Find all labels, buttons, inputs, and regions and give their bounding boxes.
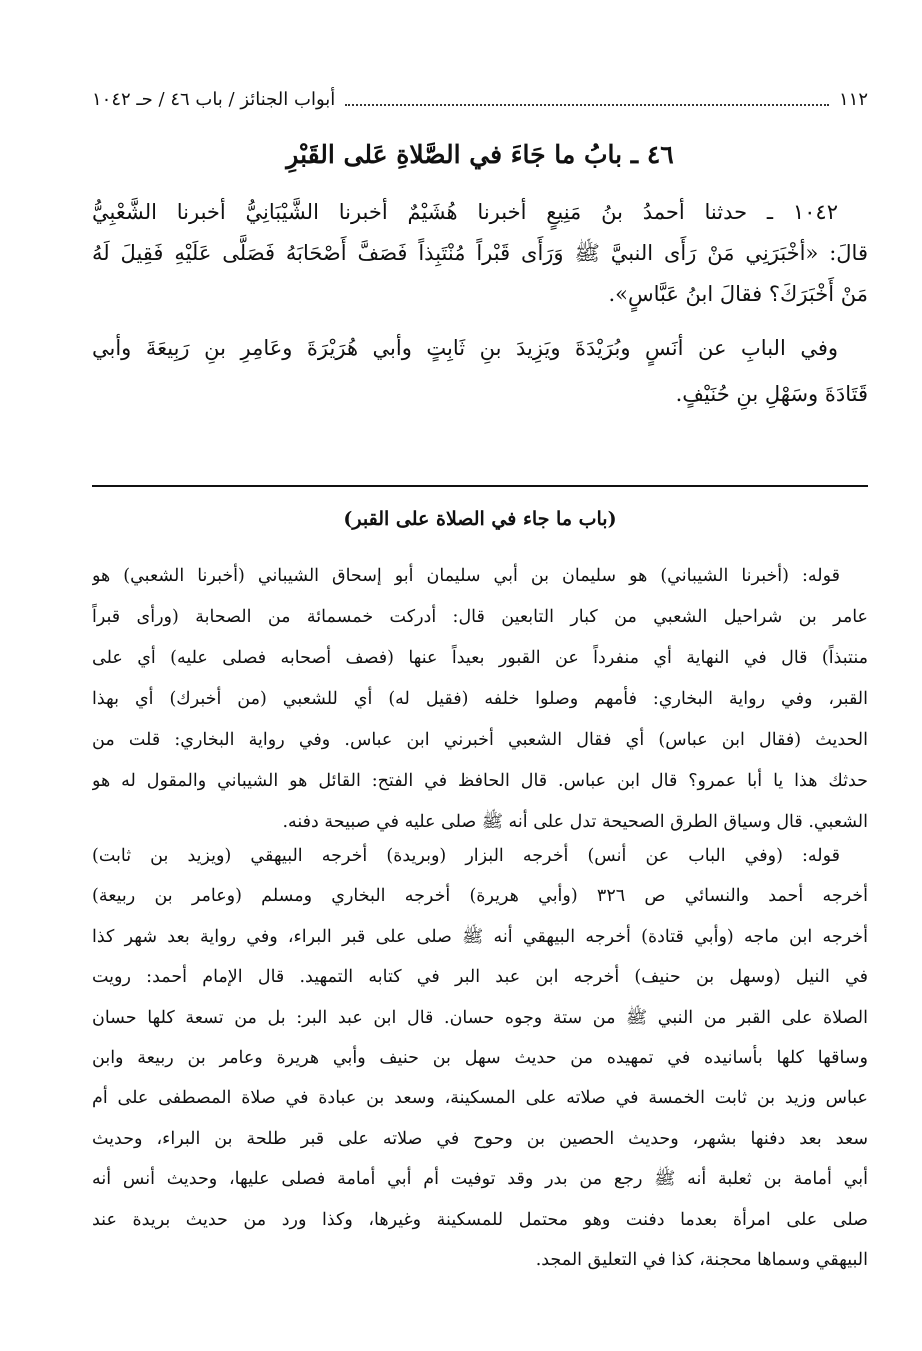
running-title: أبواب الجنائز / باب ٤٦ / حـ ١٠٤٢ <box>92 88 336 110</box>
commentary-line: منتبذاً) قال في النهاية أي منفرداً عن القبور بعيداً عنها (فصف أصحابه فصلى عليه) أي على <box>92 648 868 668</box>
commentary-line: قوله: (أخبرنا الشيباني) هو سليمان بن أبي سليمان أبو إسحاق الشيباني (أخبرنا الشعبي) هو <box>92 566 840 586</box>
commentary-line: صلى على امرأة بعدما دفنت وهو محتمل للمسكينة وغيرها، وكذا ورد من حديث بريدة عند <box>92 1209 868 1230</box>
bab-line: وفي البابِ عن أنَسٍ وبُرَيْدَةَ ويَزِيدَ بنِ ثَابِتٍ وأبي هُرَيْرَةَ وعَامِرِ بنِ رَبِيعَةَ وأبي <box>92 336 838 360</box>
commentary-paragraph-1 <box>92 556 868 843</box>
running-header <box>92 84 868 114</box>
chapter-title: ٤٦ ـ بابُ ما جَاءَ في الصَّلاةِ عَلى القَبْرِ <box>286 140 674 169</box>
commentary-line: الصلاة على القبر من النبي ﷺ من ستة وجوه حسان. قال ابن عبد البر: بل من تسعة كلها حسان <box>92 1007 868 1028</box>
hadith-line: قالَ: «أخْبَرَنِي مَنْ رَأَى النبيَّ ﷺ وَرَأَى قَبْراً مُنْتَبِذاً فَصَفَّ أَصْحَابَهُ فَصَلَّى عَلَيْهِ فَقِيلَ لَهُ <box>92 241 868 265</box>
commentary-line: أخرجه ابن ماجه (وأبي قتادة) أخرجه البيهقي أنه ﷺ صلى على قبر البراء، وفي رواية بعد شهر كذا <box>92 926 868 947</box>
bab-note <box>92 325 868 417</box>
commentary-line: حدثك هذا يا أبا عمرو؟ قال ابن عباس. قال الحافظ في الفتح: القائل هو الشيباني والمقول له هو <box>92 771 868 791</box>
hadith-line: مَنْ أَخْبَرَكَ؟ فقالَ ابنُ عَبَّاسٍ». <box>608 282 868 306</box>
commentary-line: القبر، وفي رواية البخاري: فأمهم وصلوا خلفه (فقيل له) أي للشعبي (من أخبرك) أي بهذا <box>92 689 868 709</box>
commentary-line: عباس وزيد بن ثابت الخمسة في صلاته على المسكينة، وسعد بن عبادة في صلاة المصطفى على أم <box>92 1088 868 1109</box>
commentary-line: الحديث (فقال ابن عباس) أي فقال الشعبي أخبرني ابن عباس. وفي رواية البخاري: قلت من <box>92 730 868 750</box>
commentary-line: أخرجه أحمد والنسائي ص ٣٢٦ (وأبي هريرة) أخرجه البخاري ومسلم (وعامر بن ربيعة) <box>92 886 868 907</box>
commentary-paragraph-2 <box>92 836 868 1280</box>
hadith-text <box>92 192 868 315</box>
commentary-line: عامر بن شراحيل الشعبي من كبار التابعين قال: أدركت خمسمائة من الصحابة (ورأى قبراً <box>92 607 868 627</box>
commentary-title: (باب ما جاء في الصلاة على القبر) <box>343 508 617 530</box>
commentary-line: في النيل (وسهل بن حنيف) أخرجه ابن عبد البر في كتابه التمهيد. قال الإمام أحمد: رويت <box>92 967 868 988</box>
divider-rule <box>92 485 868 487</box>
commentary-line: البيهقي وسماها محجنة، كذا في التعليق المجد. <box>535 1250 868 1271</box>
dotted-leader <box>345 92 829 106</box>
commentary-line: قوله: (وفي الباب عن أنس) أخرجه البزار (وبريدة) أخرجه البيهقي (ويزيد بن ثابت) <box>92 846 840 866</box>
commentary-line: سعد بعد دفنها بشهر، وحديث الحصين بن وحوح في صلاته على قبر طلحة بن البراء، وحديث <box>92 1128 868 1149</box>
commentary-line: أبي أمامة بن ثعلبة أنه ﷺ رجع من بدر وقد توفيت أم أبي أمامة فصلى عليها، وحديث أنس أنه <box>92 1169 868 1190</box>
commentary-line: الشعبي. قال وسياق الطرق الصحيحة تدل على أنه ﷺ صلى عليه في صبيحة دفنه. <box>282 812 868 832</box>
commentary-line: وساقها كلها بأسانيده في تمهيده من حديث سهل بن حنيف وأبي هريرة وعامر بن ربيعة وابن <box>92 1048 868 1069</box>
hadith-line: ١٠٤٢ ـ حدثنا أحمدُ بنُ مَنِيعٍ أخبرنا هُشَيْمٌ أخبرنا الشَّيْبَانِيُّ أخبرنا الشَّعْبِيُّ <box>92 200 838 224</box>
page-number: ١١٢ <box>838 88 868 110</box>
bab-line: قَتَادَةَ وسَهْلِ بنِ حُنَيْفٍ. <box>675 382 868 406</box>
